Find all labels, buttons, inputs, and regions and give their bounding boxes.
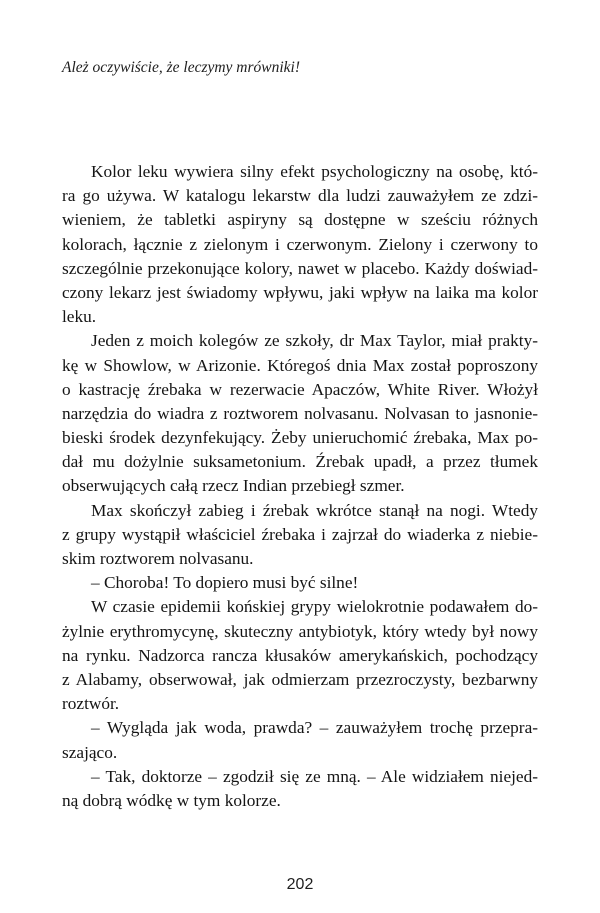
text-line: leku. — [62, 307, 97, 327]
text-line: kolorach, łącznie z zielonym i czerwonym. Zielony i czerwony to — [62, 234, 538, 254]
paragraph — [62, 765, 538, 813]
text-line: narzędzia do wiadra z roztworem nolvasanu. Nolvasan to jasnonie- — [62, 403, 538, 423]
text-line: ra go używa. W katalogu lekarstw dla ludzi zauważyłem ze zdzi- — [62, 186, 538, 206]
text-line: – Tak, doktorze – zgodził się ze mną. – Ale widziałem niejed- — [91, 766, 538, 786]
text-line: ną dobrą wódkę w tym kolorze. — [62, 790, 281, 810]
text-line: roztwór. — [62, 694, 120, 714]
paragraph — [62, 499, 538, 572]
text-line: – Wygląda jak woda, prawda? – zauważyłem trochę przeprа- — [91, 718, 538, 738]
paragraph — [62, 160, 538, 329]
text-line: żylnie erythromycynę, skuteczny antybiotyk, który wtedy był nowy — [62, 621, 538, 641]
text-line: dał mu dożylnie suksametonium. Źrebak upadł, a przez tłumek — [62, 452, 538, 472]
text-line: o kastrację źrebaka w rezerwacie Apaczów, White River. Włożył — [62, 379, 538, 399]
text-line: z grupy wystąpił właściciel źrebaka i zajrzał do wiaderka z niebie- — [62, 524, 538, 544]
text-line: wieniem, że tabletki aspiryny są dostępne w sześciu różnych — [62, 210, 538, 230]
text-line: bieski środek dezynfekujący. Żeby unieruchomić źrebaka, Max po- — [62, 428, 538, 448]
body-text — [62, 160, 538, 813]
paragraph — [62, 329, 538, 498]
text-line: Max skończył zabieg i źrebak wkrótce stanął na nogi. Wtedy — [91, 500, 538, 520]
running-head: Ależ oczywiście, że leczymy mrówniki! — [62, 59, 301, 76]
text-line: Kolor leku wywiera silny efekt psychologiczny na osobę, któ- — [91, 162, 538, 181]
text-line: obserwujących całą rzecz Indian przebiegł szmer. — [62, 476, 405, 496]
text-line: z Alabamy, obserwował, jak odmierzam przezroczysty, bezbarwny — [62, 669, 538, 689]
paragraph — [62, 595, 538, 716]
text-line: czony lekarz jest świadomy wpływu, jaki wpływ na laika ma kolor — [62, 282, 538, 302]
text-line: szczególnie przekonujące kolory, nawet w placebo. Każdy doświad- — [62, 258, 538, 278]
page-number: 202 — [286, 876, 314, 893]
paragraph — [62, 716, 538, 764]
text-line: Jeden z moich kolegów ze szkoły, dr Max Taylor, miał prakty- — [91, 331, 538, 351]
text-line: na rynku. Nadzorca rancza kłusaków amerykańskich, pochodzący — [62, 645, 538, 665]
text-line: – Choroba! To dopiero musi być silne! — [91, 573, 359, 593]
text-line: skim roztworem nolvasanu. — [62, 549, 254, 568]
text-line: szająco. — [62, 742, 118, 762]
text-line: W czasie epidemii końskiej grypy wielokrotnie podawałem do- — [91, 597, 538, 617]
text-line: kę w Showlow, w Arizonie. Któregoś dnia Max został poproszony — [62, 355, 538, 375]
paragraph — [62, 571, 538, 595]
